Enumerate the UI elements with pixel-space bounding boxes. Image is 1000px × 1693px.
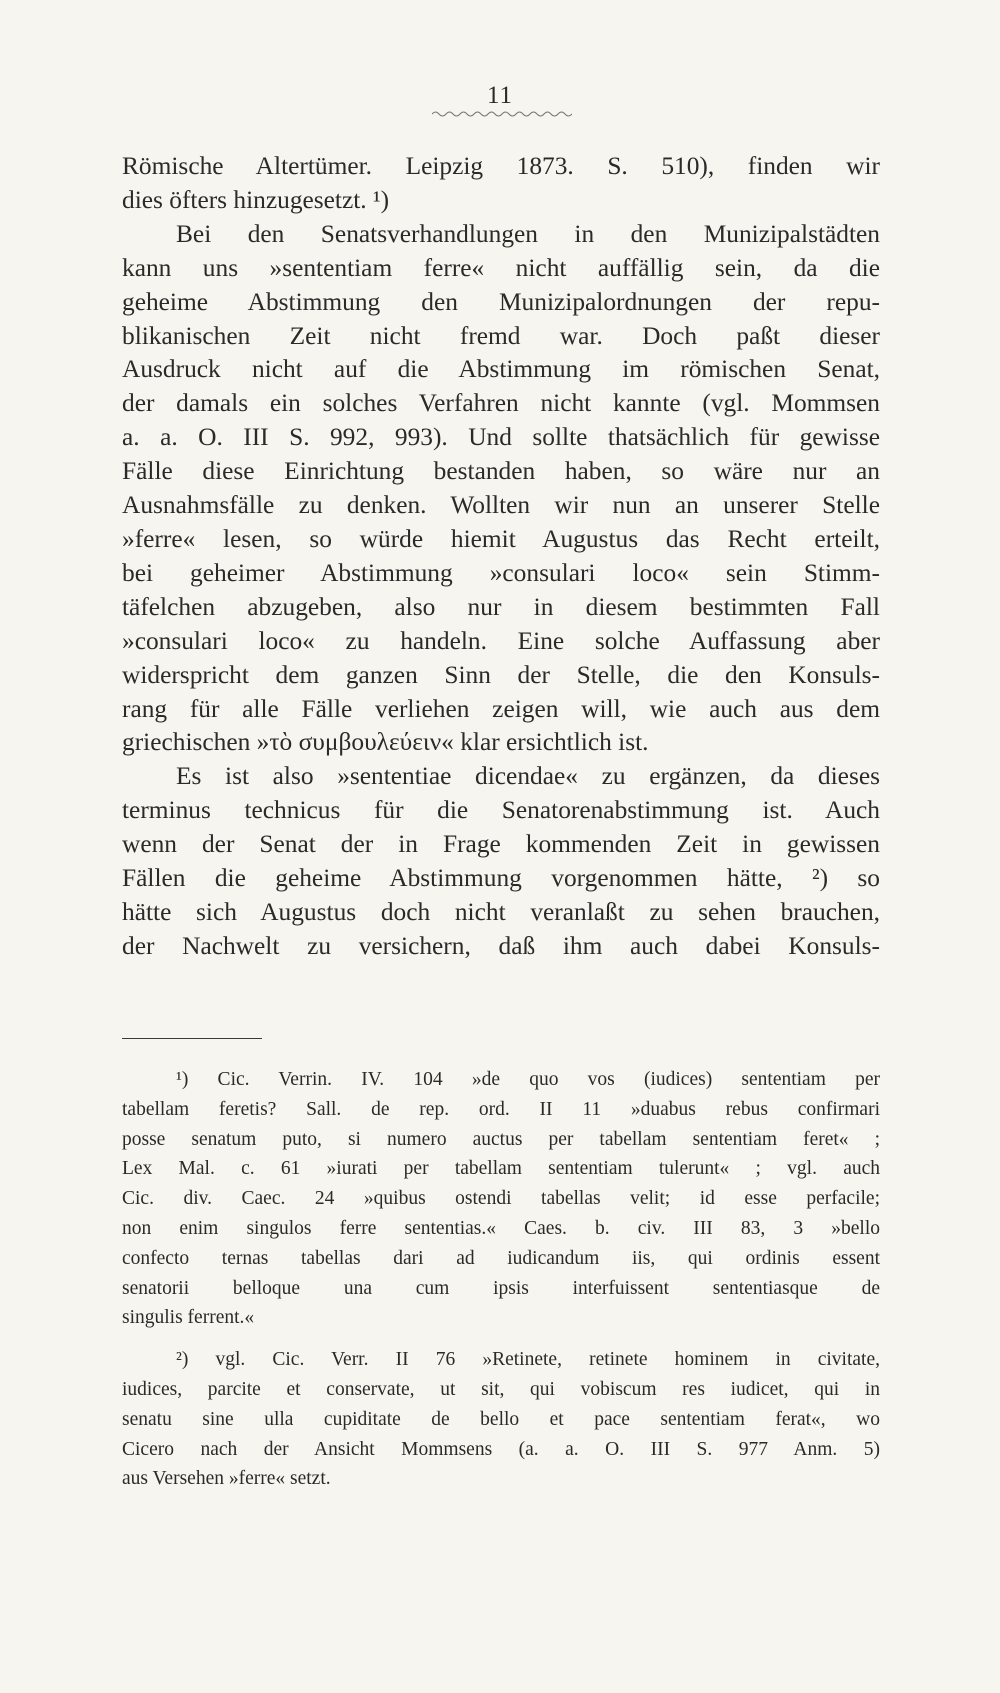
text-line: rang für alle Fälle verliehen zeigen will, wie auch aus dem [122,694,880,723]
text-line: terminus technicus für die Senatorenabstimmung ist. Auch [122,796,880,825]
footnote-line: posse senatum puto, si numero auctus per tabellam sententiam feret« ; [122,1128,880,1150]
page-number: 11 [486,82,514,109]
text-line: »consulari loco« zu handeln. Eine solche Auffassung aber [122,626,880,655]
text-line: widerspricht dem ganzen Sinn der Stelle, die den Konsuls- [122,660,880,689]
footnotes [122,1065,880,1494]
text-line: wenn der Senat der in Frage kommenden Zeit in gewissen [122,830,880,859]
text-line: kann uns »sententiam ferre« nicht auffällig sein, da die [122,253,880,282]
footnote-line: Cicero nach der Ansicht Mommsens (a. a. O. III S. 977 Anm. 5) [122,1438,880,1460]
text-line: Es ist also »sententiae dicendae« zu ergänzen, da dieses [176,762,880,791]
text-line: Bei den Senatsverhandlungen in den Munizipalstädten [176,219,880,248]
text-line: a. a. O. III S. 992, 993). Und sollte thatsächlich für gewisse [122,423,880,452]
footnote-line: ²) vgl. Cic. Verr. II 76 »Retinete, retinete hominem in civitate, [176,1349,880,1371]
text-line: Fälle diese Einrichtung bestanden haben, so wäre nur an [122,457,880,486]
text-line: griechischen »τὸ συμβουλεύειν« klar ersichtlich ist. [122,728,649,757]
footnote-line: iudices, parcite et conservate, ut sit, qui vobiscum res iudicet, qui in [122,1378,880,1400]
footnote-line: Lex Mal. c. 61 »iurati per tabellam sententiam tulerunt« ; vgl. auch [122,1158,880,1180]
text-line: der damals ein solches Verfahren nicht kannte (vgl. Mommsen [122,389,880,418]
footnote-2 [122,1345,880,1494]
text-line: geheime Abstimmung den Munizipalordnungen der repu- [122,287,880,316]
text-line: Römische Altertümer. Leipzig 1873. S. 510), finden wir [122,152,880,180]
footnote-line: senatu sine ulla cupiditate de bello et pace sententiam ferat«, wo [122,1408,880,1430]
text-line: Ausnahmsfälle zu denken. Wollten wir nun an unserer Stelle [122,491,880,520]
footnote-line: senatorii belloque una cum ipsis interfuissent sententiasque de [122,1277,880,1299]
text-line: blikanischen Zeit nicht fremd war. Doch paßt dieser [122,321,880,350]
footnote-divider [122,1038,262,1039]
footnote-line: Cic. div. Caec. 24 »quibus ostendi tabellas velit; id esse perfacile; [122,1188,880,1210]
footnote-line: singulis ferrent.« [122,1307,255,1329]
footnote-line: ¹) Cic. Verrin. IV. 104 »de quo vos (iudices) sententiam per [176,1069,880,1090]
footnote-line: aus Versehen »ferre« setzt. [122,1468,331,1490]
page-number-ornament [432,110,572,118]
text-line: täfelchen abzugeben, also nur in diesem bestimmten Fall [122,592,880,621]
text-line: Ausdruck nicht auf die Abstimmung im römischen Senat, [122,355,880,384]
text-line: hätte sich Augustus doch nicht veranlaßt zu sehen brauchen, [122,897,880,926]
text-line: »ferre« lesen, so würde hiemit Augustus das Recht erteilt, [122,524,880,553]
footnote-line: non enim singulos ferre sententias.« Caes. b. civ. III 83, 3 »bello [122,1217,880,1239]
text-line: der Nachwelt zu versichern, daß ihm auch dabei Konsuls- [122,931,880,960]
text-line: Fällen die geheime Abstimmung vorgenommen hätte, ²) so [122,864,880,893]
footnote-line: confecto ternas tabellas dari ad iudicandum iis, qui ordinis essent [122,1247,880,1269]
footnote-line: tabellam feretis? Sall. de rep. ord. II 11 »duabus rebus confirmari [122,1098,880,1120]
footnote-1 [122,1065,880,1333]
text-line: dies öfters hinzugesetzt. ¹) [122,185,390,214]
text-line: bei geheimer Abstimmung »consulari loco« sein Stimm- [122,558,880,587]
main-text [122,150,880,964]
